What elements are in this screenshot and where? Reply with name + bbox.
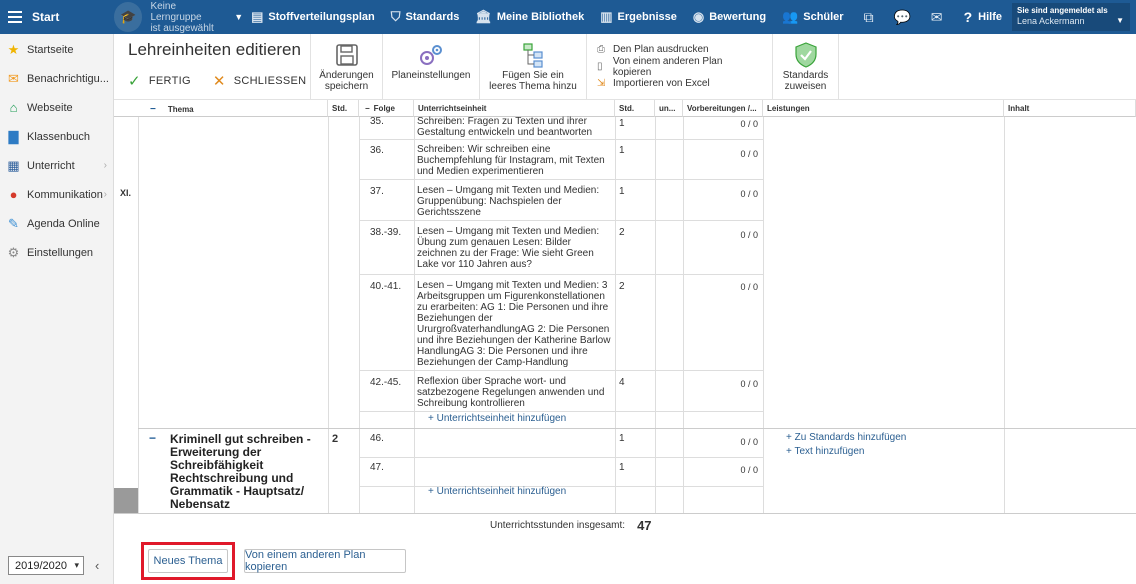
- gear-icon: ⚙: [7, 244, 20, 260]
- drag-handle[interactable]: [114, 488, 138, 514]
- user-caption: Sie sind angemeldet als: [1017, 6, 1108, 15]
- col-header-folge[interactable]: − Folge: [359, 100, 414, 117]
- home-icon: ⌂: [9, 100, 18, 115]
- check-icon: ✓: [128, 73, 141, 90]
- unit-prep-count: 0 / 0: [740, 282, 758, 292]
- add-standards-link[interactable]: + Zu Standards hinzufügen: [786, 432, 907, 443]
- menu-icon: [8, 11, 22, 23]
- nav-schueler[interactable]: 👥 Schüler: [782, 9, 844, 24]
- plan-tools-list: [586, 34, 772, 99]
- plan-settings-button[interactable]: Planeinstellungen: [382, 34, 479, 99]
- page-header: [114, 34, 1136, 100]
- start-button[interactable]: [0, 0, 106, 34]
- collapse-sidebar-icon[interactable]: ‹: [95, 558, 100, 573]
- nav-standards[interactable]: ⛉ Standards: [390, 9, 460, 24]
- unit-title[interactable]: Lesen – Umgang mit Texten und Medien: 3 Arbeitsgruppen um Figurenkonstellationen zu erarbeiten: AG 1: Die Personen und ihre Beziehungen der UrurgroßvaterhandlungAG 2: Die Personen und ihre Beziehungen der Katherine Barlow HandlungAG 3: Die Personen und ihre Beziehungen der Camp-Handlung: [417, 280, 611, 368]
- sidebar-item-agenda[interactable]: ✎ Agenda Online: [0, 209, 113, 238]
- chevron-right-icon: ›: [103, 189, 107, 200]
- document-icon: ▯: [597, 61, 603, 72]
- unit-prep-count: 0 / 0: [740, 437, 758, 447]
- add-unit-link[interactable]: + Unterrichtseinheit hinzufügen: [428, 486, 567, 497]
- col-header-un[interactable]: un...: [655, 100, 683, 117]
- school-icon: ▦: [7, 157, 20, 173]
- library-icon: 🏛: [475, 9, 492, 24]
- sidebar: [0, 34, 114, 584]
- sidebar-item-klassenbuch[interactable]: ▇ Klassenbuch: [0, 122, 113, 151]
- shield-icon: ⛉: [390, 9, 401, 24]
- chat-bubble-icon[interactable]: 💬: [893, 8, 912, 25]
- unit-folge: 40.-41.: [370, 281, 402, 292]
- unit-prep-count: 0 / 0: [740, 465, 758, 475]
- unit-prep-count: 0 / 0: [740, 119, 758, 129]
- unit-hours: 1: [619, 433, 625, 444]
- add-unit-link[interactable]: + Unterrichtseinheit hinzufügen: [428, 413, 567, 424]
- col-header-einheit[interactable]: Unterrichtseinheit: [414, 100, 615, 117]
- unit-hours: 1: [619, 186, 625, 197]
- mail-icon: ✉: [8, 70, 19, 86]
- plus-icon: +: [786, 432, 795, 443]
- user-name: Lena Ackermann: [1017, 16, 1085, 26]
- group-selector[interactable]: [114, 1, 243, 34]
- cast-icon[interactable]: ⧉: [863, 8, 874, 25]
- main-nav: [243, 0, 851, 34]
- unit-prep-count: 0 / 0: [740, 379, 758, 389]
- col-header-thema[interactable]: − Thema: [138, 100, 328, 117]
- done-button[interactable]: ✓ FERTIG: [128, 73, 191, 90]
- page-title: Lehreinheiten editieren: [128, 40, 301, 59]
- print-plan-link[interactable]: ⎙ Den Plan ausdrucken: [597, 44, 709, 55]
- plan-icon: ▤: [251, 9, 264, 24]
- add-theme-icon: [520, 42, 546, 68]
- unit-title[interactable]: Lesen – Umgang mit Texten und Medien: Gruppenübung: Nachspielen der Gerichtsszene: [417, 185, 600, 218]
- collapse-icon: −: [150, 104, 156, 115]
- plus-icon: +: [428, 486, 437, 497]
- units-table: [114, 100, 1136, 514]
- sidebar-item-benachrichtigungen[interactable]: ✉ Benachrichtigu...: [0, 64, 113, 93]
- unit-hours: 1: [619, 462, 625, 473]
- graduation-cap-icon: 🎓: [114, 2, 143, 32]
- unit-title[interactable]: Reflexion über Sprache wort- und satzbezogene Regelungen anwenden und Schreibung kontrollieren: [417, 376, 605, 409]
- total-hours-label: Unterrichtsstunden insgesamt:: [490, 520, 626, 531]
- theme-title[interactable]: Kriminell gut schreiben - Erweiterung der Schreibfähigkeit Rechtschreibung und Grammatik - Hauptsatz/ Nebensatz: [170, 432, 311, 511]
- col-header-leistungen[interactable]: Leistungen: [763, 100, 1004, 117]
- total-hours: [490, 518, 652, 533]
- col-spacer: [114, 100, 138, 117]
- chevron-right-icon: ›: [103, 160, 107, 171]
- unit-hours: 4: [619, 377, 625, 388]
- import-excel-link[interactable]: ⇲ Importieren von Excel: [597, 78, 710, 89]
- help-button[interactable]: ? Hilfe: [963, 9, 1002, 25]
- unit-folge: 35.: [370, 116, 384, 127]
- add-text-link[interactable]: + Text hinzufügen: [786, 446, 865, 457]
- unit-folge: 42.-45.: [370, 377, 402, 388]
- col-header-vorbereitungen[interactable]: Vorbereitungen /...: [683, 100, 763, 117]
- unit-folge: 37.: [370, 186, 384, 197]
- unit-hours: 1: [619, 145, 625, 156]
- group-text: Keine Lerngruppe ist ausgewählt: [150, 0, 214, 34]
- unit-folge: 36.: [370, 145, 384, 156]
- top-bar: [0, 0, 1136, 34]
- collapse-theme-icon[interactable]: −: [149, 431, 157, 445]
- shield-check-icon: [794, 42, 818, 68]
- unit-hours: 2: [619, 227, 625, 238]
- unit-hours: 2: [619, 281, 625, 292]
- unit-folge: 46.: [370, 433, 384, 444]
- chevron-down-icon: ▼: [1116, 16, 1124, 25]
- copy-plan-button[interactable]: Von einem anderen Plan kopieren: [244, 549, 406, 573]
- theme-hours: 2: [332, 433, 339, 445]
- total-hours-value: 47: [637, 518, 652, 533]
- assign-standards-button[interactable]: Standards zuweisen: [772, 34, 838, 99]
- sidebar-item-startseite[interactable]: ★ Startseite: [7, 41, 74, 57]
- unit-prep-count: 0 / 0: [740, 149, 758, 159]
- grade-icon: ◉: [692, 9, 705, 24]
- top-right: [852, 0, 1136, 34]
- printer-icon: ⎙: [597, 44, 605, 55]
- chevron-down-icon: ▼: [234, 12, 244, 22]
- star-icon: ★: [7, 41, 20, 57]
- gears-icon: [418, 42, 444, 68]
- sidebar-item-webseite[interactable]: ⌂ Webseite: [0, 93, 113, 122]
- sidebar-item-unterricht[interactable]: ▦ Unterricht ›: [7, 157, 107, 173]
- col-header-std2[interactable]: Std.: [615, 100, 655, 117]
- pen-icon: ✎: [8, 215, 19, 231]
- envelope-icon[interactable]: ✉: [930, 8, 943, 25]
- new-theme-button[interactable]: Neues Thema: [148, 549, 228, 573]
- col-header-std[interactable]: Std.: [328, 100, 359, 117]
- unit-folge: 47.: [370, 462, 384, 473]
- floppy-disk-icon: [335, 42, 359, 68]
- start-label: Start: [32, 10, 60, 24]
- chevron-down-icon: ▾: [74, 560, 79, 570]
- nav-bewertung[interactable]: ◉ Bewertung: [692, 9, 767, 24]
- unit-title[interactable]: Schreiben: Wir schreiben eine Buchempfehlung für Instagram, mit Texten und Medien experimentieren: [417, 144, 605, 177]
- sidebar-item-einstellungen[interactable]: ⚙ Einstellungen: [7, 244, 94, 260]
- save-changes-button[interactable]: Änderungen speichern: [310, 34, 382, 99]
- unit-folge: 38.-39.: [370, 227, 402, 238]
- add-empty-theme-button[interactable]: Fügen Sie ein leeres Thema hinzu: [479, 34, 586, 99]
- section-number: XI.: [120, 188, 132, 198]
- chart-icon: ▥: [600, 9, 613, 24]
- plus-icon: +: [428, 413, 437, 424]
- copy-from-plan-link[interactable]: ▯ Von einem anderen Plan kopieren: [597, 55, 723, 78]
- students-icon: 👥: [782, 9, 799, 24]
- book-icon: ▇: [8, 128, 19, 144]
- nav-bibliothek[interactable]: 🏛 Meine Bibliothek: [475, 9, 585, 24]
- nav-ergebnisse[interactable]: ▥ Ergebnisse: [600, 9, 677, 24]
- unit-title[interactable]: Schreiben: Fragen zu Texten und ihrer Gestaltung entwickeln und beantworten: [417, 116, 593, 138]
- question-icon: ?: [963, 9, 973, 25]
- school-year-select[interactable]: 2019/2020 ▾: [8, 556, 84, 575]
- col-header-inhalt[interactable]: Inhalt: [1004, 100, 1136, 117]
- close-button[interactable]: ✕ SCHLIESSEN: [212, 73, 307, 90]
- unit-prep-count: 0 / 0: [740, 230, 758, 240]
- sort-icon: −: [365, 104, 370, 113]
- main-content: [114, 34, 1136, 584]
- import-icon: ⇲: [597, 78, 606, 89]
- sidebar-item-kommunikation[interactable]: ● Kommunikation ›: [0, 180, 113, 209]
- nav-stoffverteilungsplan[interactable]: ▤ Stoffverteilungsplan: [251, 9, 375, 24]
- plus-icon: +: [786, 446, 795, 457]
- user-menu[interactable]: [1012, 3, 1130, 31]
- close-icon: ✕: [212, 73, 226, 90]
- unit-prep-count: 0 / 0: [740, 189, 758, 199]
- unit-hours: 1: [619, 118, 625, 129]
- unit-title[interactable]: Lesen – Umgang mit Texten und Medien: Übung zum genauen Lesen: Bilder zeichnen zu der Frage: Wie sieht Green Lake vor 110 Jahren aus?: [417, 226, 600, 270]
- chat-icon: ●: [9, 187, 18, 202]
